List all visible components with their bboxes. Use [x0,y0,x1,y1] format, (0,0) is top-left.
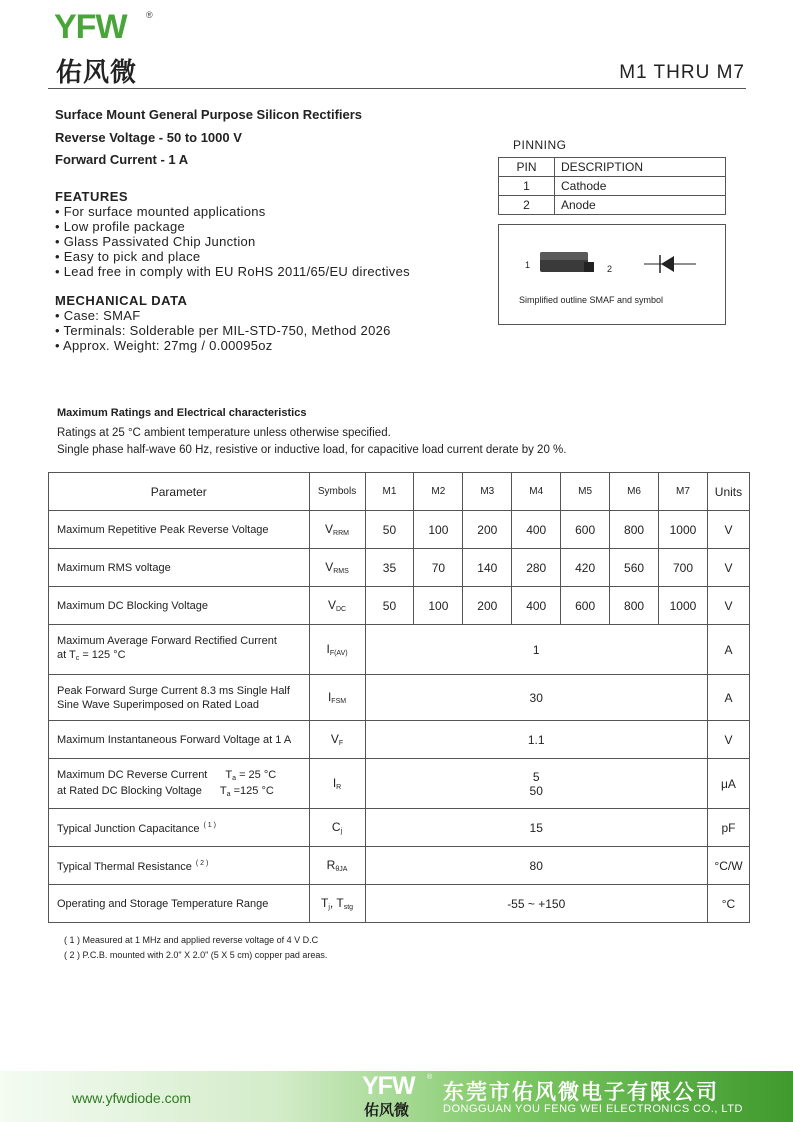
summary-line-2: Reverse Voltage - 50 to 1000 V [55,129,242,145]
footer-logo-en: YFW [362,1072,415,1100]
symbol-subscript: j [328,904,330,911]
model-header: M4 [512,473,561,511]
model-header: M7 [659,473,708,511]
parameter-line: Sine Wave Superimposed on Rated Load [57,698,259,711]
value-cell: 400 [512,511,561,549]
condition-text: T [219,784,227,797]
symbol-text: V [325,522,334,536]
parameter-line [57,784,309,800]
header-divider [48,88,746,89]
table-row [499,158,726,177]
value-cell: 200 [463,511,512,549]
parameter-cell: Maximum Repetitive Peak Reverse Voltage [49,511,310,549]
unit-cell: A [707,675,749,721]
unit-cell: pF [707,809,749,847]
symbol-cell [309,587,365,625]
model-header: M1 [365,473,414,511]
value-line: 5 [532,769,540,784]
feature-item: • Lead free in comply with EU RoHS 2011/65/EU directives [55,264,410,279]
model-header: M6 [610,473,659,511]
value-cell: 30 [365,675,707,721]
table-row [49,721,750,759]
table-row [49,847,750,885]
unit-cell: V [707,549,749,587]
pin-number: 2 [499,196,555,215]
symbol-cell [309,847,365,885]
condition [220,784,274,802]
parameter-cell [49,809,310,847]
symbol-subscript: j [340,828,343,835]
symbol-cell [309,625,365,675]
symbol-text: C [331,820,341,834]
condition-label: Maximum DC Reverse Current [57,768,208,781]
symbols-header: Symbols [309,473,365,511]
value-cell: 200 [463,587,512,625]
symbol-subscript: R [336,784,342,791]
pin-1-label: 1 [525,260,531,270]
symbol-cell [309,549,365,587]
footer-registered-mark: ® [427,1074,433,1081]
symbol-cell [309,809,365,847]
value-cell: 800 [610,511,659,549]
table-row [49,549,750,587]
unit-cell: V [707,721,749,759]
value-cell: 800 [610,587,659,625]
footnote-1: ( 1 ) Measured at 1 MHz and applied reverse voltage of 4 V D.C [64,935,319,945]
symbol-text: I [327,690,332,704]
symbol-subscript: F(AV) [329,650,348,657]
part-title: M1 THRU M7 [619,62,745,83]
pin-header: PIN [499,158,555,177]
ratings-note-2: Single phase half-wave 60 Hz, resistive or inductive load, for capacitive load current derate by 20 %. [57,444,567,456]
table-row [49,675,750,721]
unit-cell: A [707,625,749,675]
condition-value: =125 °C [230,784,274,797]
unit-cell: °C/W [707,847,749,885]
value-cell: 100 [414,511,463,549]
mechanical-item: • Approx. Weight: 27mg / 0.00095oz [55,338,273,353]
condition-value: = 125 °C [79,648,126,661]
value-cell: 600 [561,511,610,549]
ratings-table [48,472,750,923]
footnote-ref: ( 2 ) [195,860,209,867]
value-cell: 400 [512,587,561,625]
symbol-subscript: FSM [331,698,347,705]
parameter-line: Peak Forward Surge Current 8.3 ms Single Half [57,684,290,697]
summary-line-3: Forward Current - 1 A [55,152,189,167]
table-row [49,759,750,809]
value-cell: 15 [365,809,707,847]
unit-cell: °C [707,885,749,923]
mechanical-item: • Terminals: Solderable per MIL-STD-750, Method 2026 [55,323,391,338]
value-cell: 1000 [659,587,708,625]
parameter-cell [49,675,310,721]
registered-mark: ® [146,10,153,20]
value-cell: 50 [365,587,414,625]
product-summary [55,107,362,175]
value-cell [365,759,707,809]
value-line: 50 [529,783,543,798]
symbol-subscript: RRM [333,530,349,537]
table-row [499,177,726,196]
outline-caption: Simplified outline SMAF and symbol [519,295,664,305]
footnote-2: ( 2 ) P.C.B. mounted with 2.0" X 2.0" (5 X 5 cm) copper pad areas. [64,950,328,960]
diode-symbol-icon [640,250,700,278]
pin-description: Anode [555,196,726,215]
symbol-subscript: stg [343,904,354,911]
parameter-header: Parameter [49,473,310,511]
feature-item: • Easy to pick and place [55,249,201,264]
value-cell: 700 [659,549,708,587]
condition-subscript: c [75,654,80,662]
parameter-text: Typical Thermal Resistance [57,861,192,873]
symbol-text: T [321,896,329,910]
unit-cell: V [707,511,749,549]
condition-value: = 25 °C [236,768,277,781]
features-title: FEATURES [55,189,129,204]
value-cell: 80 [365,847,707,885]
symbol-text: V [330,732,339,746]
unit-cell: μA [707,759,749,809]
parameter-line [57,648,309,666]
symbol-text: R [326,858,336,872]
parameter-cell [49,625,310,675]
model-header: M2 [414,473,463,511]
symbol-cell [309,511,365,549]
company-name-cn: 东莞市佑风微电子有限公司 [443,1080,719,1104]
feature-item: • For surface mounted applications [55,204,266,219]
parameter-cell [49,847,310,885]
feature-item: • Low profile package [55,219,186,234]
mechanical-item: • Case: SMAF [55,308,141,323]
parameter-cell: Operating and Storage Temperature Range [49,885,310,923]
website-link[interactable]: www.yfwdiode.com [72,1090,192,1106]
value-cell: 70 [414,549,463,587]
company-logo [54,8,158,88]
value-cell: 1000 [659,511,708,549]
pin-2-label: 2 [607,264,613,274]
footnote-ref: ( 1 ) [203,822,216,829]
smaf-package-top [540,252,588,260]
condition-label: at Rated DC Blocking Voltage [57,784,202,797]
parameter-cell: Maximum Instantaneous Forward Voltage at 1 A [49,721,310,759]
table-row [49,587,750,625]
value-cell: 420 [561,549,610,587]
condition-text: at T [57,648,76,661]
condition-subscript: a [232,774,237,782]
mechanical-list [55,308,391,353]
value-cell: 280 [512,549,561,587]
unit-cell: V [707,587,749,625]
condition-text: T [225,768,233,781]
symbol-text: V [325,560,334,574]
pinning-table [498,157,726,215]
symbol-text: I [332,776,337,790]
value-cell: -55 ~ +150 [365,885,707,923]
logo-text-en: YFW [54,8,127,46]
symbol-subscript: RMS [333,568,349,575]
value-cell: 35 [365,549,414,587]
parameter-line [57,768,309,784]
parameter-cell: Maximum RMS voltage [49,549,310,587]
mechanical-title: MECHANICAL DATA [55,293,188,308]
value-cell: 50 [365,511,414,549]
symbol-text: I [326,642,330,656]
symbol-subscript: DC [335,606,347,613]
value-cell: 100 [414,587,463,625]
parameter-line: Maximum Average Forward Rectified Current [57,634,277,647]
logo-text-cn: 佑风微 [56,58,138,88]
features-list [55,204,410,279]
units-header: Units [707,473,749,511]
symbol-cell [309,759,365,809]
value-cell: 140 [463,549,512,587]
symbol-subscript: F [338,740,344,747]
model-header: M5 [561,473,610,511]
summary-line-1: Surface Mount General Purpose Silicon Rectifiers [55,107,363,122]
symbol-cell [309,885,365,923]
ratings-title: Maximum Ratings and Electrical characteristics [57,407,307,419]
value-cell: 1 [365,625,707,675]
pin-number: 1 [499,177,555,196]
parameter-text: Typical Junction Capacitance [57,823,200,835]
model-header: M3 [463,473,512,511]
company-name-en: DONGGUAN YOU FENG WEI ELECTRONICS CO., LTD [443,1103,743,1115]
pinning-title: PINNING [513,138,567,152]
feature-item: • Glass Passivated Chip Junction [55,234,256,249]
ratings-note-1: Ratings at 25 °C ambient temperature unless otherwise specified. [57,427,391,439]
parameter-cell [49,759,310,809]
table-row [49,885,750,923]
value-cell: 1.1 [365,721,707,759]
symbol-cell [309,675,365,721]
parameter-cell: Maximum DC Blocking Voltage [49,587,310,625]
table-row [499,196,726,215]
description-header: DESCRIPTION [555,158,726,177]
table-row [49,511,750,549]
symbol-subscript: θJA [335,866,348,873]
table-row [49,809,750,847]
symbol-text: V [327,598,336,612]
table-row [49,625,750,675]
symbol-text: , T [329,896,344,910]
table-header-row [49,473,750,511]
value-cell: 560 [610,549,659,587]
footer-logo-cn: 佑风微 [364,1101,410,1119]
pin-description: Cathode [555,177,726,196]
symbol-cell [309,721,365,759]
condition-subscript: a [226,790,231,798]
value-cell: 600 [561,587,610,625]
smaf-package-tab [584,262,594,272]
